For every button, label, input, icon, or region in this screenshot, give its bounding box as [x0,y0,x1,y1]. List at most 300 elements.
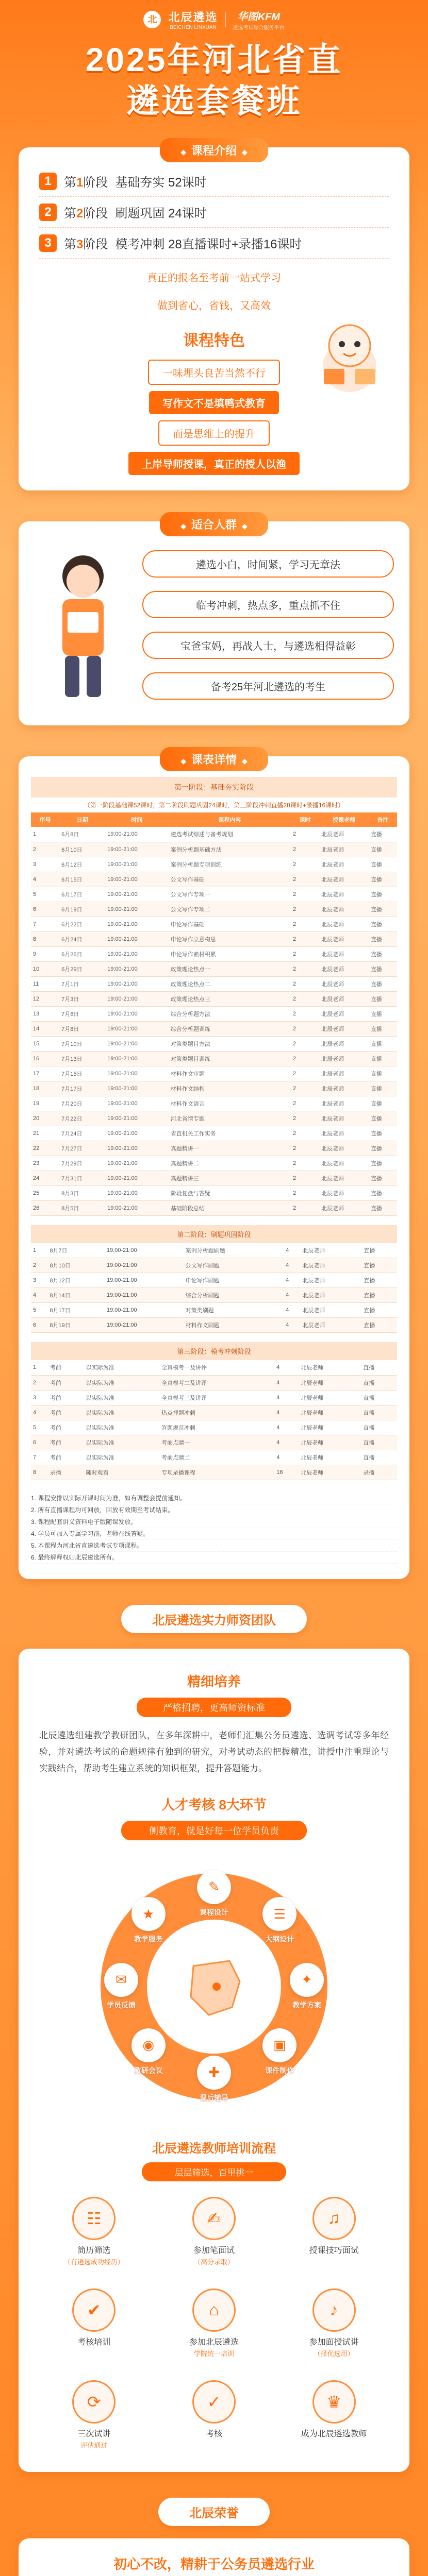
stage-number: 3 [39,234,57,252]
table-cell: 7月13日 [59,1051,105,1066]
wheel-center-label: 侧教育，就是好每一位学员负责 [121,1821,307,1840]
table-cell: 6月24日 [59,931,105,946]
wheel-node [186,2056,242,2103]
table-cell: 4 [274,1390,299,1405]
table-cell: 北辰老师 [319,917,369,931]
table-row [31,917,397,931]
table-cell: 北辰老师 [319,931,369,946]
stage-suffix: 阶段 [83,207,108,221]
table-cell: 北辰老师 [300,1258,361,1273]
table-header-cell: 课时 [291,812,319,827]
teachers-desc: 北辰遴选组建教学教研团队，在多年深耕中，老师们汇集公务员遴选、选调考试等多年经验，并对遴选考试的命题规律有独到的研究，对考试动态的把握精准，讲授中注重理论与实践结合，帮助考生建立系统的知识框架，提升答题能力。 [39,1730,389,1773]
schedule-footer-line: 5. 本课程为河北省直遴选考试专项课程。 [31,1540,397,1552]
table-cell: 7月17日 [59,1081,105,1096]
table-cell: 19:00-21:00 [105,1243,184,1258]
table-cell: 7 [31,917,59,931]
brand-row [0,8,428,31]
table-cell: 4 [284,1273,300,1288]
brand-name-block [168,9,218,30]
schedule-footer-line: 2. 所有直播课程均可回放，回放有效期至考试结束。 [31,1504,397,1516]
schedule-table-2 [31,1243,397,1333]
table-cell: 1 [31,827,59,842]
feature-item: 而是思维上的提升 [158,420,270,446]
table-cell: 4 [284,1258,300,1273]
table-cell: 北辰老师 [319,1171,369,1185]
flow-step-text: 授课技巧面试 [309,2246,359,2255]
table-cell: 阶段复盘与答疑 [169,1185,291,1200]
table-cell: 2 [291,931,319,946]
table-cell: 直播 [361,1303,397,1318]
table-cell: 19:00-21:00 [105,902,169,917]
table-cell: 直播 [361,1243,397,1258]
flow-step-icon: ✍ [192,2197,236,2240]
schedule-footer-line: 6. 最终解释权归北辰遴选所有。 [31,1552,397,1564]
table-row [31,887,397,902]
stage-suffix: 阶段 [83,238,108,251]
intro-slogan-2: 做到省心，省钱，又高效 [157,300,271,312]
flow-step [159,2380,269,2451]
table-cell: 材料作文审题 [169,1066,291,1081]
assessment-wheel [80,1853,348,2121]
table-cell: 18 [31,1081,59,1096]
table-cell: 19:00-21:00 [105,1066,169,1081]
audience-item: 临考冲刺，热点多，重点抓不住 [142,591,394,618]
table-cell: 2 [291,1006,319,1021]
table-row [31,1021,397,1036]
stage-row [39,166,389,197]
table-cell: 直播 [361,1273,397,1288]
table-cell: 19:00-21:00 [105,1051,169,1066]
table-cell: 8月12日 [47,1273,105,1288]
table-cell: 7 [31,1450,48,1465]
table-cell: 12 [31,991,59,1006]
table-row [31,1360,397,1375]
table-cell: 19:00-21:00 [105,976,169,991]
table-cell: 直播 [369,1036,397,1051]
table-cell: 8 [31,1465,48,1480]
teachers-card [19,1649,409,2472]
table-cell: 2 [291,1081,319,1096]
wheel-node-icon: ★ [131,1897,166,1931]
flow-step-text: 三次试讲 [77,2429,111,2438]
table-cell: 直播 [361,1288,397,1303]
table-cell: 8 [31,931,59,946]
table-cell: 以实际为准 [84,1390,159,1405]
table-cell: 6月22日 [59,917,105,931]
table-cell: 17 [31,1066,59,1081]
flow-step-label [39,2337,149,2348]
table-cell: 北辰老师 [319,1036,369,1051]
table-cell: 2 [291,1021,319,1036]
flow-step-icon: ⟳ [72,2380,116,2424]
table-cell: 直播 [369,1141,397,1156]
table-cell: 2 [291,976,319,991]
table-cell: 2 [31,1375,48,1390]
hero [0,0,428,129]
table-cell: 直播 [361,1405,397,1420]
wheel-node [251,1897,308,1944]
table-cell: 2 [291,917,319,931]
table-cell: 直播 [361,1435,397,1450]
table-cell: 直播 [369,1066,397,1081]
table-cell: 4 [274,1375,299,1390]
table-cell: 19:00-21:00 [105,1021,169,1036]
table-cell: 北辰老师 [319,1006,369,1021]
table-cell: 公文写作刷题 [184,1258,284,1273]
stage-name [64,172,108,190]
table-cell: 录播 [48,1465,84,1480]
hero-title-2: 遴选套餐班 [126,82,302,120]
table-cell: 考前 [48,1435,84,1450]
table-cell: 6 [31,1435,48,1450]
table-cell: 19:00-21:00 [105,1096,169,1111]
table-cell: 15 [31,1036,59,1051]
table-cell: 北辰老师 [319,1200,369,1215]
table-cell: 专项录播课程 [159,1465,274,1480]
flow-step [159,2197,269,2268]
table-cell: 4 [274,1405,299,1420]
stage-number: 2 [39,204,57,221]
table-cell: 以实际为准 [84,1405,159,1420]
table-cell: 北辰老师 [300,1243,361,1258]
table-cell: 直播 [369,917,397,931]
table-row [31,857,397,872]
table-row [31,1111,397,1126]
table-cell: 真题精讲二 [169,1156,291,1171]
table-row [31,1200,397,1215]
table-cell: 2 [291,1126,319,1141]
table-cell: 19:00-21:00 [105,1141,169,1156]
wheel-node [93,1963,150,2010]
table-cell: 7月6日 [59,1006,105,1021]
table-row [31,1390,397,1405]
flow-sub: 层层筛选，百里挑一 [142,2162,286,2181]
table-cell: 申论写作基础 [169,917,291,931]
table-header-cell: 备注 [369,812,397,827]
table-cell: 19:00-21:00 [105,1273,184,1288]
table-cell: 2 [291,961,319,976]
audience-item: 宝爸宝妈，再战人士，与遴选相得益彰 [142,632,394,659]
table-cell: 综合分析题方法 [169,1006,291,1021]
schedule-head [19,753,409,771]
teachers-title: 精细培养 [187,1673,241,1689]
table-cell: 直播 [361,1360,397,1375]
wheel-node-label: 学员反馈 [107,2001,136,2009]
stage-prefix: 第 [64,176,76,190]
flow-step-label [39,2245,149,2268]
table-row [31,1303,397,1318]
table-cell: 直播 [369,1096,397,1111]
table-cell: 2 [291,1171,319,1185]
table-cell: 2 [291,872,319,887]
stage-name [64,234,108,252]
brand-sub: BEICHEN LINXUAN [170,25,217,30]
table-cell: 考前 [48,1405,84,1420]
flow-step-icon: ♛ [312,2380,356,2424]
table-cell: 北辰老师 [300,1273,361,1288]
table-cell: 北辰老师 [319,1066,369,1081]
table-cell: 5 [31,1303,47,1318]
table-header-cell: 序号 [31,812,59,827]
table-cell: 14 [31,1021,59,1036]
audience-item: 备考25年河北遴选的考生 [142,672,394,700]
table-row [31,827,397,842]
table-cell: 4 [274,1435,299,1450]
table-cell: 10 [31,961,59,976]
flow-step-label [159,2429,269,2440]
schedule-stage1-title: 第一阶段：基础夯实阶段 [31,777,397,798]
table-cell: 北辰老师 [299,1450,361,1465]
table-cell: 基础阶段总结 [169,1200,291,1215]
table-cell: 以实际为准 [84,1375,159,1390]
wheel-node [120,2028,177,2076]
table-cell: 直播 [369,1111,397,1126]
table-cell: 北辰老师 [299,1465,361,1480]
table-cell: 北辰老师 [299,1390,361,1405]
flow-step-label [279,2429,389,2440]
table-cell: 3 [31,857,59,872]
table-cell: 8月3日 [59,1185,105,1200]
brand-separator [225,12,226,27]
table-cell: 公文写作专项一 [169,887,291,902]
table-cell: 4 [284,1288,300,1303]
table-cell: 材料作文结构 [169,1081,291,1096]
table-cell: 直播 [369,961,397,976]
table-cell: 4 [31,1288,47,1303]
wheel-node [278,1963,335,2010]
table-cell: 全真模考三及讲评 [159,1390,274,1405]
wheel-node-icon: ✦ [290,1963,324,1997]
intro-tag: ◆ 课程介绍 ◆ [160,138,268,162]
intro-slogan-1: 真正的报名至考前一站式学习 [147,273,281,284]
table-cell: 申论写作刷题 [184,1273,284,1288]
table-cell: 1 [31,1243,47,1258]
table-cell: 直播 [369,1185,397,1200]
table-cell: 19:00-21:00 [105,827,169,842]
table-cell: 7月8日 [59,1021,105,1036]
table-cell: 河北省情专题 [169,1111,291,1126]
table-cell: 2 [291,887,319,902]
table-cell: 19:00-21:00 [105,1303,184,1318]
wheel-node [186,1870,242,1918]
table-cell: 7月27日 [59,1141,105,1156]
table-cell: 7月22日 [59,1111,105,1126]
partner-block [233,8,285,31]
table-cell: 13 [31,1006,59,1021]
flow-step-text: 简历筛选 [77,2246,111,2255]
table-cell: 20 [31,1111,59,1126]
stage-number: 1 [39,173,57,190]
table-cell: 19:00-21:00 [105,1006,169,1021]
table-cell: 申论写作立意构思 [169,931,291,946]
table-cell: 6月19日 [59,902,105,917]
table-cell: 23 [31,1156,59,1171]
table-cell: 4 [284,1303,300,1318]
table-cell: 2 [291,1185,319,1200]
table-cell: 直播 [361,1318,397,1333]
flow-title: 北辰遴选教师培训流程 [152,2141,276,2156]
table-cell: 直播 [369,887,397,902]
wheel-node-label: 大纲设计 [265,1935,294,1944]
table-cell: 直播 [369,857,397,872]
table-cell: 19 [31,1096,59,1111]
table-cell: 北辰老师 [319,1126,369,1141]
table-cell: 9 [31,946,59,961]
table-cell: 7月3日 [59,991,105,1006]
map-icon [173,1945,255,2028]
table-cell: 政策理论热点二 [169,976,291,991]
wheel-node-icon: ☰ [262,1897,297,1931]
table-row [31,1273,397,1288]
table-cell: 北辰老师 [319,1111,369,1126]
table-cell: 2 [291,1141,319,1156]
table-cell: 热点押题冲刺 [159,1405,274,1420]
table-row [31,1258,397,1273]
table-cell: 19:00-21:00 [105,1318,184,1333]
table-cell: 直播 [369,1051,397,1066]
table-row [31,1141,397,1156]
schedule-stage3-title: 第三阶段：模考冲刺阶段 [31,1342,397,1360]
flow-step-text: 考核 [205,2429,222,2438]
table-row [31,1375,397,1390]
feature-item: 一味埋头良苦当然不行 [148,360,280,385]
table-cell: 对策类题目方法 [169,1036,291,1051]
table-cell: 北辰老师 [319,887,369,902]
table-header-cell: 日期 [59,812,105,827]
table-cell: 北辰老师 [300,1318,361,1333]
table-header-cell: 时间 [105,812,169,827]
table-cell: 6月29日 [59,961,105,976]
stage-content: 模考冲刺 28直播课时+录播16课时 [115,238,302,251]
table-row [31,1081,397,1096]
flow-step-text: 参加面授试讲 [309,2337,359,2347]
table-row [31,842,397,857]
table-cell: 直播 [369,931,397,946]
table-cell: 2 [291,946,319,961]
table-row [31,961,397,976]
honors-banner-wrap [0,2498,428,2526]
table-cell: 19:00-21:00 [105,887,169,902]
table-cell: 直播 [361,1258,397,1273]
stage-prefix: 第 [64,238,76,251]
table-cell: 北辰老师 [319,1021,369,1036]
schedule-note: （第一阶段基础课52课时，第二阶段刷题巩固24课时，第三阶段冲刺直播28课时+录播16课时） [84,802,344,809]
table-row [31,1096,397,1111]
flow-step [39,2197,149,2268]
table-cell: 7月24日 [59,1126,105,1141]
flow-step-label [279,2337,389,2360]
schedule-footer-line: 3. 课程配套讲义资料电子版随课发放。 [31,1516,397,1528]
table-cell: 材料作文语言 [169,1096,291,1111]
flow-grid [39,2197,389,2451]
table-cell: 北辰老师 [319,1141,369,1156]
table-cell: 真题精讲一 [169,1141,291,1156]
table-cell: 3 [31,1390,48,1405]
schedule-footer-line: 4. 学员可加入专属学习群，老师在线答疑。 [31,1528,397,1540]
table-cell: 北辰老师 [319,976,369,991]
table-cell: 19:00-21:00 [105,1288,184,1303]
table-cell: 8月5日 [59,1200,105,1215]
flow-step-note: （有遴选成功经历） [63,2258,124,2266]
flow-step-note: （择优选用） [314,2349,354,2358]
table-cell: 19:00-21:00 [105,946,169,961]
schedule-table-1 [31,812,397,1216]
table-cell: 19:00-21:00 [105,961,169,976]
table-cell: 5 [31,1420,48,1435]
table-cell: 7月29日 [59,1156,105,1171]
table-cell: 19:00-21:00 [105,1156,169,1171]
honors-title: 初心不改，精耕于公务员遴选行业 [113,2556,315,2572]
table-cell: 材料作文刷题 [184,1318,284,1333]
table-cell: 公文写作专项二 [169,902,291,917]
flow-step-icon: ⌂ [192,2289,236,2332]
table-cell: 16 [274,1465,299,1480]
table-cell: 19:00-21:00 [105,857,169,872]
table-cell: 2 [291,1200,319,1215]
wheel-node [251,2028,308,2076]
table-row [31,976,397,991]
table-cell: 直播 [361,1420,397,1435]
stage-name [64,203,108,221]
audience-tag: ◆ 适合人群 ◆ [160,512,268,536]
table-row [31,1450,397,1465]
table-cell: 19:00-21:00 [105,1171,169,1185]
table-row [31,931,397,946]
stage-content: 基础夯实 52课时 [115,176,207,190]
table-cell: 直播 [369,976,397,991]
table-cell: 2 [291,1156,319,1171]
table-cell: 北辰老师 [319,1185,369,1200]
table-cell: 19:00-21:00 [105,1200,169,1215]
table-cell: 北辰老师 [319,961,369,976]
table-cell: 直播 [369,1081,397,1096]
flow-step-note: （高分录取） [193,2258,234,2266]
table-cell: 3 [31,1273,47,1288]
table-cell: 直播 [361,1390,397,1405]
brand-name: 北辰遴选 [168,11,218,24]
schedule-stage2-title: 第二阶段：刷题巩固阶段 [31,1225,397,1243]
table-cell: 北辰老师 [299,1435,361,1450]
table-cell: 北辰老师 [319,872,369,887]
wheel-node-icon: ✎ [197,1870,231,1904]
table-cell: 直播 [369,946,397,961]
table-cell: 8月17日 [47,1303,105,1318]
table-cell: 4 [31,872,59,887]
hero-title-1: 2025年河北省直 [85,41,343,78]
table-cell: 政策理论热点一 [169,961,291,976]
table-cell: 4 [274,1450,299,1465]
table-row [31,946,397,961]
table-cell: 考前点睛一 [159,1435,274,1450]
wheel-node-icon: ✉ [104,1963,138,1997]
table-cell: 7月15日 [59,1066,105,1081]
table-cell: 北辰老师 [319,1051,369,1066]
flow-step-icon: ✓ [192,2380,236,2424]
flow-step [159,2289,269,2360]
table-row [31,1243,397,1258]
table-row [31,1318,397,1333]
partner-sub: 遴选考试综合服务平台 [233,25,285,31]
table-cell: 直播 [369,1200,397,1215]
table-row [31,1156,397,1171]
table-cell: 考前 [48,1420,84,1435]
table-cell: 省直机关工作实务 [169,1126,291,1141]
table-cell: 16 [31,1051,59,1066]
table-cell: 北辰老师 [319,991,369,1006]
table-cell: 北辰老师 [319,1156,369,1171]
table-cell: 2 [291,1051,319,1066]
table-row [31,1465,397,1480]
